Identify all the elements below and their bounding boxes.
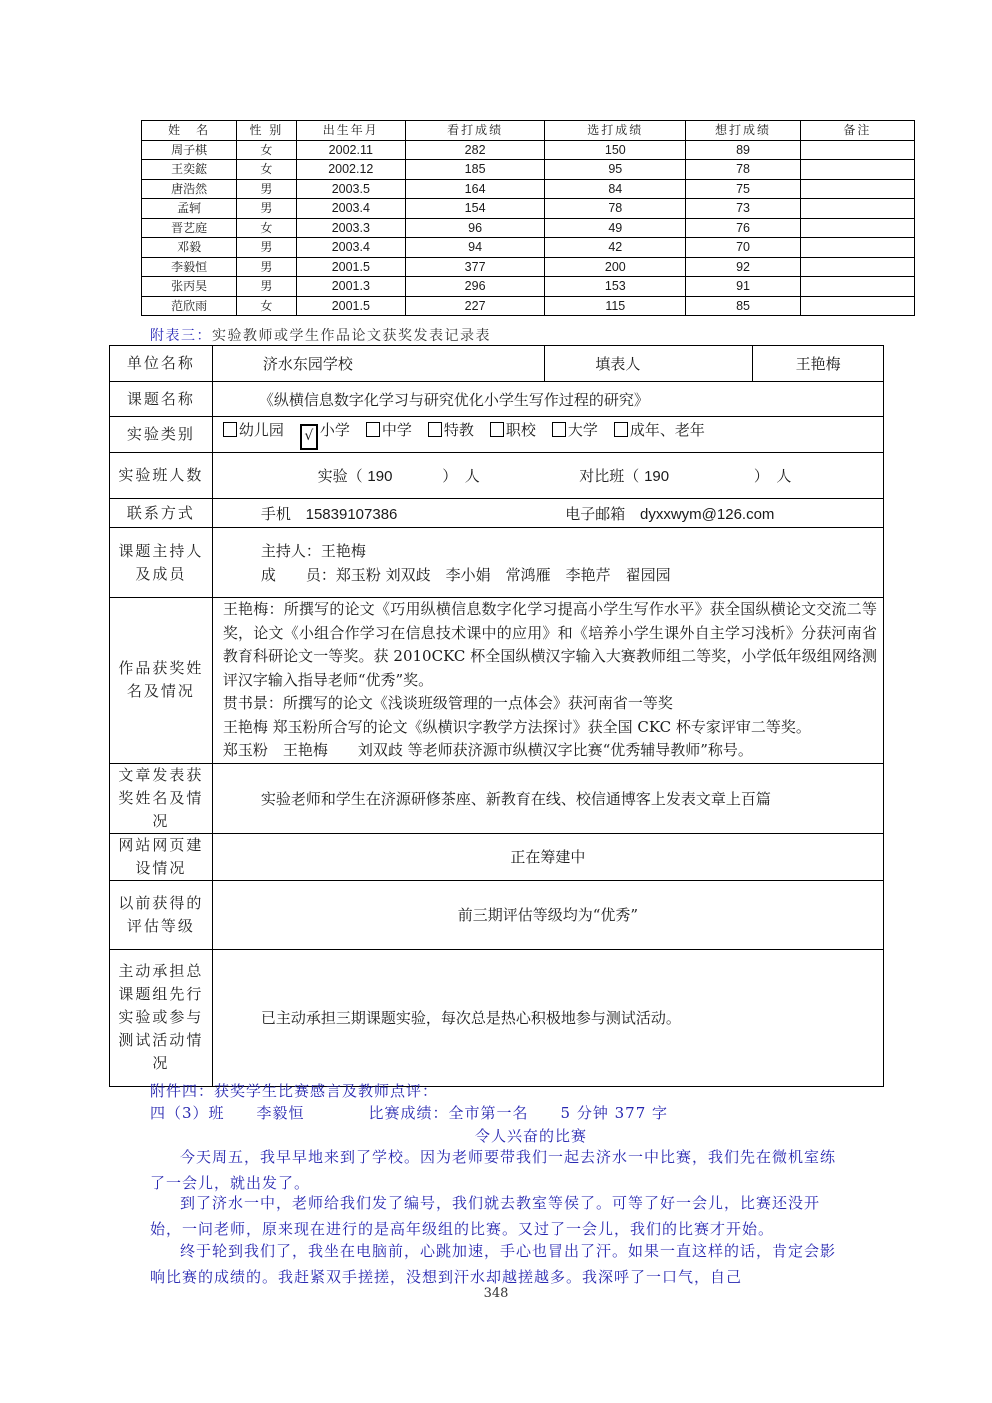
table-cell: 84 [545, 179, 686, 199]
articles-value: 实验老师和学生在济源研修茶座、新教育在线、校信通博客上发表文章上百篇 [212, 763, 883, 833]
prev-eval-value: 前三期评估等级均为“优秀” [212, 880, 883, 949]
table-row [142, 218, 915, 238]
table-cell: 唐浩然 [142, 179, 237, 199]
table-cell [800, 277, 914, 297]
table-cell: 孟轲 [142, 199, 237, 219]
category-option[interactable] [490, 421, 536, 439]
ctrl-count: 190 [644, 468, 670, 485]
row-host [110, 528, 884, 598]
student-line: 四（3）班 李毅恒 比赛成绩：全市第一名 5 分钟 377 字 [150, 1104, 669, 1122]
appendix-heading: 附件四：获奖学生比赛感言及教师点评： [150, 1082, 439, 1100]
essay-paragraph: 到了济水一中，老师给我们发了编号，我们就去教室等侯了。可等了好一会儿，比赛还没开始，一问老师，原来现在进行的是高年级组的比赛。又过了一会儿，我们的比赛才开始。 [150, 1194, 821, 1238]
row-prev-eval [110, 880, 884, 949]
category-option[interactable] [428, 421, 474, 439]
column-header: 看打成绩 [405, 121, 544, 141]
column-header: 性 别 [237, 121, 296, 141]
row-category [110, 417, 884, 453]
category-option[interactable] [223, 421, 284, 439]
table-cell: 94 [405, 238, 544, 258]
topic-label: 课题名称 [110, 382, 213, 417]
ctrl-suffix: ） 人 [753, 467, 792, 485]
table-cell [800, 199, 914, 219]
table-row [142, 160, 915, 180]
members-line: 成 员：郑玉粉 刘双歧 李小娟 常鸿雁 李艳芹 翟园园 [260, 565, 671, 584]
table-cell: 2003.3 [296, 218, 405, 238]
unit-label: 单位名称 [110, 346, 213, 382]
category-option[interactable] [366, 421, 412, 439]
awards-value [212, 598, 883, 764]
table-cell: 女 [237, 140, 296, 160]
table-cell: 晋艺庭 [142, 218, 237, 238]
table-row [142, 199, 915, 219]
category-option-label: 大学 [567, 421, 598, 439]
host-line: 主持人：王艳梅 [260, 541, 366, 560]
table-cell: 185 [405, 160, 544, 180]
table-row [142, 140, 915, 160]
exp-suffix: ） 人 [442, 467, 480, 485]
table-cell [800, 160, 914, 180]
category-option[interactable] [614, 421, 705, 439]
checkbox-icon[interactable] [552, 422, 566, 437]
table-cell: 男 [237, 238, 296, 258]
table-cell: 95 [545, 160, 686, 180]
checkbox-icon[interactable] [614, 422, 628, 437]
checkbox-icon[interactable] [223, 422, 237, 437]
caption-title: 实验教师或学生作品论文获奖发表记录表 [212, 328, 491, 344]
table-cell: 2001.5 [296, 296, 405, 316]
filler-label: 填表人 [545, 346, 753, 382]
table-cell: 89 [686, 140, 800, 160]
category-option-label: 小学 [319, 421, 350, 439]
checkbox-icon[interactable] [490, 422, 504, 437]
table-row [142, 179, 915, 199]
column-header: 出生年月 [296, 121, 405, 141]
row-unit [110, 346, 884, 382]
category-options [212, 417, 883, 453]
table-cell: 2001.5 [296, 257, 405, 277]
table-cell: 76 [686, 218, 800, 238]
table-cell: 2003.4 [296, 199, 405, 219]
class-count-label: 实验班人数 [110, 453, 213, 499]
table-row [142, 257, 915, 277]
table-cell: 男 [237, 277, 296, 297]
prev-eval-label: 以前获得的评估等级 [110, 880, 213, 949]
award-line: 郑玉粉 王艳梅 刘双歧 等老师获济源市纵横汉字比赛“优秀辅导教师”称号。 [222, 741, 753, 759]
website-value: 正在筹建中 [212, 833, 883, 880]
table-cell: 154 [405, 199, 544, 219]
phone-value: 15839107386 [305, 505, 398, 523]
score-table-header [142, 121, 915, 141]
essay-title: 令人兴奋的比赛 [474, 1127, 587, 1145]
checked-box-icon[interactable]: √ [300, 424, 318, 450]
awards-label: 作品获奖姓名及情况 [110, 598, 213, 764]
table-cell: 227 [405, 296, 544, 316]
exp-count: 190 [367, 468, 393, 485]
host-value [212, 528, 883, 598]
table-cell: 张丙昊 [142, 277, 237, 297]
table-cell [800, 238, 914, 258]
phone-label: 手机 [260, 504, 291, 523]
email-value: dyxxwym@126.com [639, 505, 775, 523]
table-cell: 王奕鋐 [142, 160, 237, 180]
table-cell: 75 [686, 179, 800, 199]
row-topic [110, 382, 884, 417]
table-caption [150, 325, 491, 345]
award-line: 贯书景：所撰写的论文《浅谈班级管理的一点体会》获河南省一等奖 [222, 694, 673, 712]
table-cell: 男 [237, 257, 296, 277]
table-cell: 李毅恒 [142, 257, 237, 277]
table-cell [800, 218, 914, 238]
category-option-label: 成年、老年 [629, 421, 705, 439]
row-class-count [110, 453, 884, 499]
row-undertake [110, 949, 884, 1086]
table-cell: 85 [686, 296, 800, 316]
award-line: 王艳梅 郑玉粉所合写的论文《纵横识字教学方法探讨》获全国 CKC 杯专家评审二等奖。 [222, 717, 811, 736]
table-cell: 范欣雨 [142, 296, 237, 316]
table-cell: 282 [405, 140, 544, 160]
table-cell: 2003.4 [296, 238, 405, 258]
email-label: 电子邮箱 [565, 504, 626, 523]
table-cell: 92 [686, 257, 800, 277]
table-cell: 2002.11 [296, 140, 405, 160]
undertake-value: 已主动承担三期课题实验，每次总是热心积极地参与测试活动。 [212, 949, 883, 1086]
table-cell: 153 [545, 277, 686, 297]
table-cell: 42 [545, 238, 686, 258]
undertake-label: 主动承担总课题组先行实验或参与测试活动情况 [110, 949, 213, 1086]
website-label: 网站网页建设情况 [110, 833, 213, 880]
row-awards [110, 598, 884, 764]
table-cell: 91 [686, 277, 800, 297]
essay-paragraph: 终于轮到我们了，我坐在电脑前，心跳加速，手心也冒出了汗。如果一直这样的话，肯定会影响比赛的成绩的。我赶紧双手搓搓，没想到汗水却越搓越多。我深呼了一口气，自己 [150, 1242, 837, 1286]
column-header: 选打成绩 [545, 121, 686, 141]
table-cell: 296 [405, 277, 544, 297]
row-website [110, 833, 884, 880]
exp-prefix: 实验（ [317, 467, 363, 485]
class-count-value [212, 453, 883, 499]
category-option[interactable] [552, 421, 598, 439]
table-cell: 2002.12 [296, 160, 405, 180]
table-cell [800, 179, 914, 199]
table-cell: 邓毅 [142, 238, 237, 258]
host-label: 课题主持人及成员 [110, 528, 213, 598]
category-option-label: 中学 [381, 421, 412, 439]
table-cell: 73 [686, 199, 800, 219]
category-option-label: 特教 [443, 421, 474, 439]
category-option-label: 幼儿园 [238, 421, 284, 439]
page-number: 348 [483, 1286, 509, 1301]
score-table [141, 120, 915, 316]
row-articles [110, 763, 884, 833]
contact-value [212, 499, 883, 528]
articles-label: 文章发表获奖姓名及情况 [110, 763, 213, 833]
table-cell [800, 257, 914, 277]
table-cell: 164 [405, 179, 544, 199]
table-cell [800, 140, 914, 160]
table-cell: 70 [686, 238, 800, 258]
record-table [109, 345, 884, 1087]
table-cell [800, 296, 914, 316]
table-cell: 115 [545, 296, 686, 316]
table-cell: 男 [237, 179, 296, 199]
table-cell: 男 [237, 199, 296, 219]
column-header: 姓 名 [142, 121, 237, 141]
contact-label: 联系方式 [110, 499, 213, 528]
table-cell: 女 [237, 160, 296, 180]
table-row [142, 296, 915, 316]
caption-prefix: 附表三： [150, 328, 212, 344]
table-cell: 150 [545, 140, 686, 160]
ctrl-prefix: 对比班（ [579, 467, 640, 485]
unit-value: 济水东园学校 [212, 346, 545, 382]
table-cell: 女 [237, 218, 296, 238]
topic-value: 《纵横信息数字化学习与研究优化小学生写作过程的研究》 [212, 382, 883, 417]
checkbox-icon[interactable] [428, 422, 442, 437]
table-row [142, 277, 915, 297]
table-cell: 96 [405, 218, 544, 238]
table-row [142, 238, 915, 258]
category-label: 实验类别 [110, 417, 213, 453]
category-option[interactable] [300, 421, 350, 444]
essay-paragraph: 今天周五，我早早地来到了学校。因为老师要带我们一起去济水一中比赛，我们先在微机室练了一会儿，就出发了。 [150, 1148, 837, 1192]
row-contact [110, 499, 884, 528]
table-cell: 2001.3 [296, 277, 405, 297]
category-option-label: 职校 [505, 421, 536, 439]
filler-value: 王艳梅 [753, 346, 884, 382]
table-cell: 周子棋 [142, 140, 237, 160]
column-header: 想打成绩 [686, 121, 800, 141]
table-cell: 49 [545, 218, 686, 238]
table-cell: 200 [545, 257, 686, 277]
table-cell: 377 [405, 257, 544, 277]
table-cell: 78 [545, 199, 686, 219]
checkbox-icon[interactable] [366, 422, 380, 437]
column-header: 备注 [800, 121, 914, 141]
table-cell: 2003.5 [296, 179, 405, 199]
award-line: 王艳梅：所撰写的论文《巧用纵横信息数字化学习提高小学生写作水平》获全国纵横论文交流二等奖，论文《小组合作学习在信息技术课中的应用》和《培养小学生课外自主学习浅析》分获河南省教育科研论文一等奖。获 2010CKC 杯全国纵横汉字输入大赛教师组二等奖，小学低年级组网络测评汉字输入指导老师“优秀”奖。 [222, 600, 877, 689]
table-cell: 女 [237, 296, 296, 316]
table-cell: 78 [686, 160, 800, 180]
